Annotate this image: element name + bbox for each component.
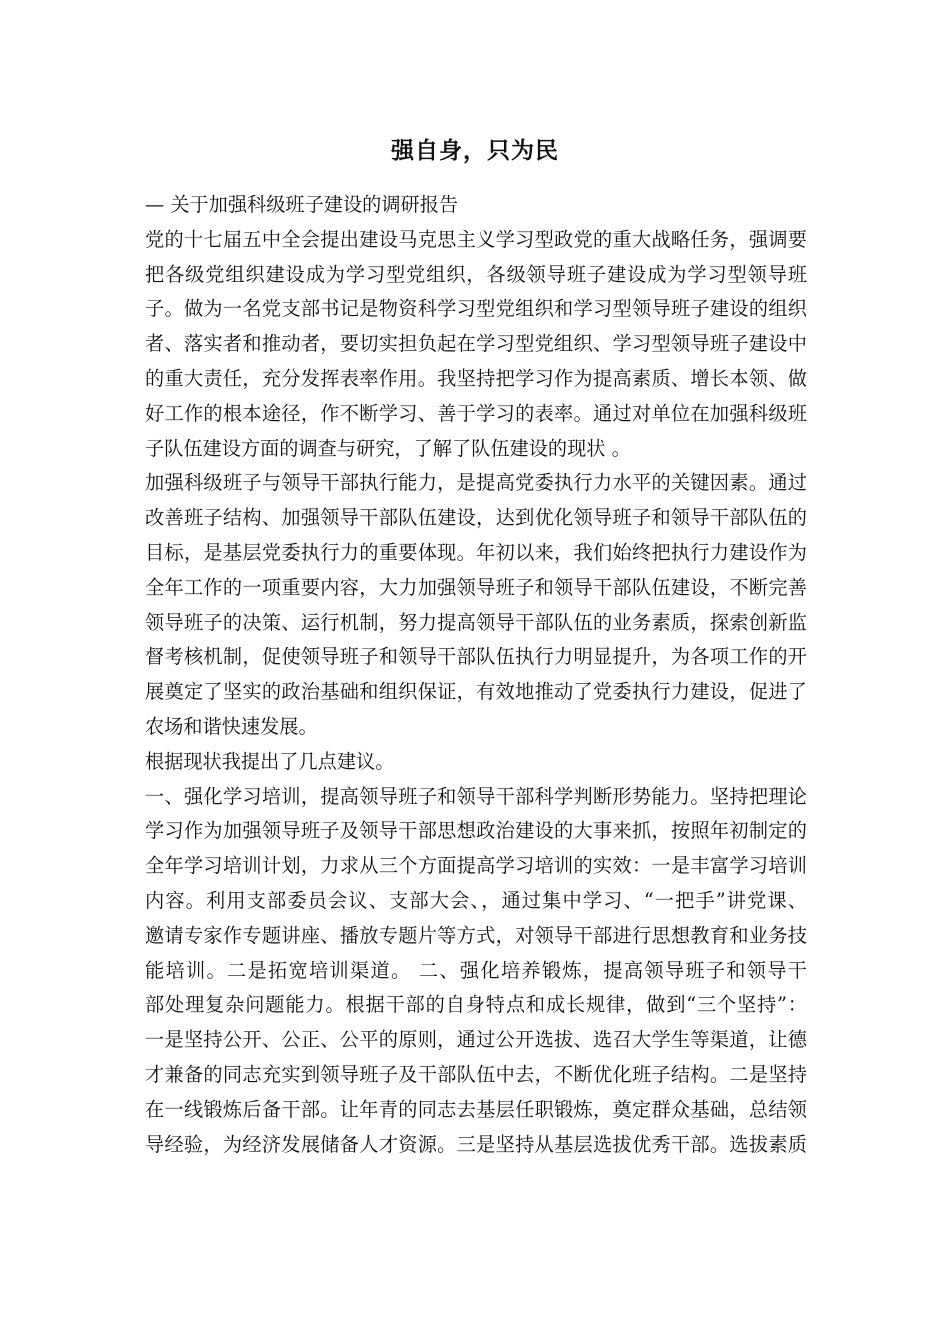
paragraph-line: 农场和谐快速发展。 xyxy=(145,714,318,738)
paragraph-line: 党的十七届五中全会提出建设马克思主义学习型政党的重大战略任务，强调要 xyxy=(145,227,807,251)
paragraph-line: 能培训。二是拓宽培训渠道。 二、强化培养锻炼，提高领导班子和领导干 xyxy=(145,958,807,982)
paragraph-line: 好工作的根本途径，作不断学习、善于学习的表率。通过对单位在加强科级班 xyxy=(145,401,807,425)
paragraph-line: 督考核机制，促使领导班子和领导干部队伍执行力明显提升，为各项工作的开 xyxy=(145,645,807,669)
document-title: 强自身，只为民 xyxy=(391,138,559,164)
paragraph-line: 目标，是基层党委执行力的重要体现。年初以来，我们始终把执行力建设作为 xyxy=(145,540,807,564)
paragraph-line: 才兼备的同志充实到领导班子及干部队伍中去，不断优化班子结构。二是坚持 xyxy=(145,1062,807,1086)
paragraph-line: 全年工作的一项重要内容，大力加强领导班子和领导干部队伍建设，不断完善 xyxy=(145,575,807,599)
paragraph-line: 者、落实者和推动者，要切实担负起在学习型党组织、学习型领导班子建设中 xyxy=(145,332,807,356)
paragraph-line: 子。做为一名党支部书记是物资科学习型党组织和学习型领导班子建设的组织 xyxy=(145,297,807,321)
paragraph-line: 展奠定了坚实的政治基础和组织保证，有效地推动了党委执行力建设，促进了 xyxy=(145,680,807,704)
paragraph-line: 改善班子结构、加强领导干部队伍建设，达到优化领导班子和领导干部队伍的 xyxy=(145,506,807,530)
paragraph-line: 一是坚持公开、公正、公平的原则，通过公开选拔、选召大学生等渠道，让德 xyxy=(145,1028,807,1052)
paragraph-line: 导经验，为经济发展储备人才资源。三是坚持从基层选拔优秀干部。选拔素质 xyxy=(145,1132,807,1156)
paragraph-line: 一、强化学习培训，提高领导班子和领导干部科学判断形势能力。坚持把理论 xyxy=(145,784,807,808)
paragraph-line: 学习作为加强领导班子及领导干部思想政治建设的大事来抓，按照年初制定的 xyxy=(145,819,807,843)
document-subtitle: — 关于加强科级班子建设的调研报告 xyxy=(145,193,459,216)
paragraph-line: 内容。利用支部委员会议、支部大会、，通过集中学习、“一把手”讲党课、 xyxy=(145,888,807,912)
paragraph-line: 加强科级班子与领导干部执行能力，是提高党委执行力水平的关键因素。通过 xyxy=(145,471,807,495)
paragraph-line: 部处理复杂问题能力。根据干部的自身特点和成长规律，做到“三个坚持”： xyxy=(145,993,807,1017)
paragraph-line: 把各级党组织建设成为学习型党组织，各级领导班子建设成为学习型领导班 xyxy=(145,262,807,286)
paragraph-line: 邀请专家作专题讲座、播放专题片等方式，对领导干部进行思想教育和业务技 xyxy=(145,923,807,947)
paragraph-line: 领导班子的决策、运行机制，努力提高领导干部队伍的业务素质，探索创新监 xyxy=(145,610,807,634)
paragraph-line: 根据现状我提出了几点建议。 xyxy=(145,749,395,773)
paragraph-line: 全年学习培训计划，力求从三个方面提高学习培训的实效：一是丰富学习培训 xyxy=(145,854,807,878)
document-body xyxy=(145,188,807,1162)
paragraph-line: 的重大责任，充分发挥表率作用。我坚持把学习作为提高素质、增长本领、做 xyxy=(145,366,807,390)
paragraph-line: 子队伍建设方面的调查与研究，了解了队伍建设的现状 。 xyxy=(145,436,631,460)
paragraph-line: 在一线锻炼后备干部。让年青的同志去基层任职锻炼，奠定群众基础，总结领 xyxy=(145,1097,807,1121)
